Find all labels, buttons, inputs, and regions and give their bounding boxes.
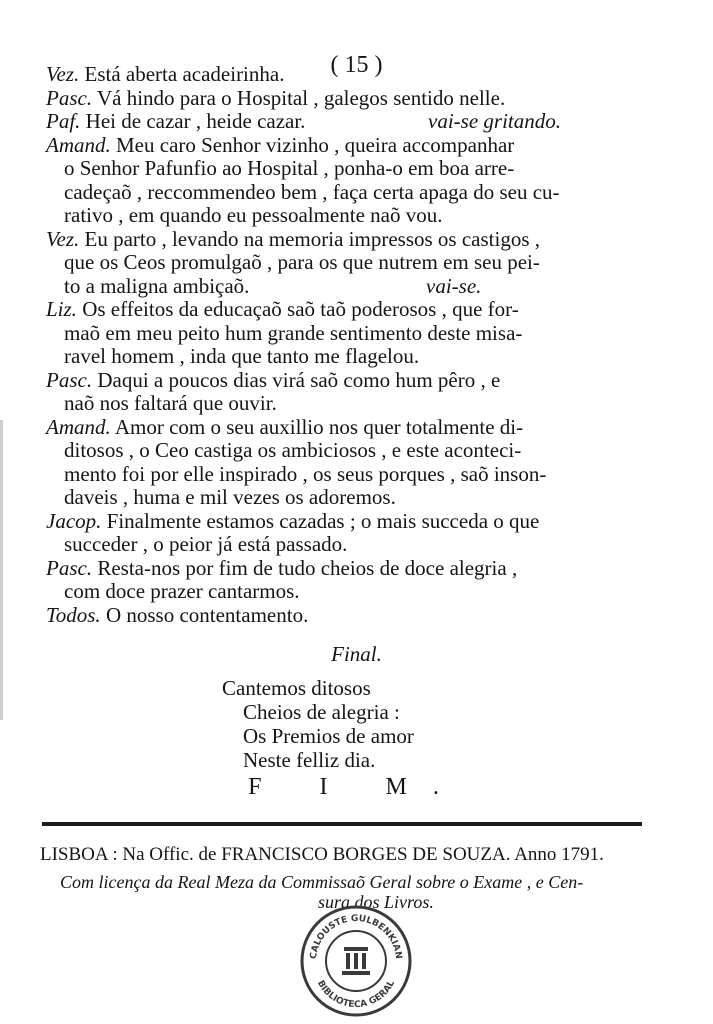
speaker-label: Paf. bbox=[46, 109, 81, 133]
speaker-label: Amand. bbox=[46, 132, 111, 157]
dialogue-text: que os Ceos promulgaõ , para os que nutrem em seu pei- bbox=[64, 250, 540, 274]
page-edge-shadow bbox=[0, 420, 3, 720]
verse-line-3: Os Premios de amor bbox=[243, 724, 414, 748]
imprint-printer: FRANCISCO BORGES DE SOUZA. bbox=[221, 844, 511, 865]
dialogue-text: to a maligna ambiçaõ. bbox=[64, 273, 250, 298]
dialogue-line bbox=[64, 344, 419, 368]
dialogue-line bbox=[64, 274, 249, 298]
dialogue-text: Resta-nos por fim de tudo cheios de doce alegria , bbox=[97, 555, 518, 580]
imprint-line bbox=[40, 844, 604, 866]
final-heading: Final. bbox=[331, 642, 382, 666]
dialogue-text: ditosos , o Ceo castiga os ambiciosos , e este aconteci- bbox=[64, 438, 522, 462]
imprint-city: LISBOA : bbox=[40, 844, 118, 865]
library-stamp-icon bbox=[298, 903, 414, 1019]
page-number: ( 15 ) bbox=[330, 52, 383, 78]
imprint-year: Anno 1791. bbox=[514, 844, 604, 865]
dialogue-line bbox=[64, 532, 347, 556]
speaker-label: Pasc. bbox=[46, 85, 93, 110]
dialogue-line bbox=[64, 180, 560, 204]
dialogue-text: maõ em meu peito hum grande sentimento deste misa- bbox=[64, 320, 523, 345]
dialogue-text: o Senhor Pafunfio ao Hospital , ponha-o em boa arre- bbox=[64, 156, 515, 180]
dialogue-line bbox=[64, 579, 300, 603]
verse-line-2: Cheios de alegria : bbox=[243, 700, 400, 724]
dialogue-text: rativo , em quando eu pessoalmente naõ vou. bbox=[64, 203, 443, 227]
imprint-office: Na Offic. de bbox=[122, 844, 217, 865]
dialogue-line bbox=[46, 109, 305, 133]
dialogue-text: Vá hindo para o Hospital , galegos sentido nelle. bbox=[96, 85, 506, 110]
speaker-label: Amand. bbox=[46, 414, 111, 439]
dialogue-text: ravel homem , inda que tanto me flagelou. bbox=[64, 344, 420, 368]
dialogue-line bbox=[46, 133, 514, 157]
speaker-label: Pasc. bbox=[46, 367, 93, 392]
dialogue-text: Hei de cazar , heide cazar. bbox=[85, 109, 306, 133]
dialogue-text: Finalmente estamos cazadas ; o mais succeda o que bbox=[106, 508, 540, 533]
dialogue-line bbox=[46, 415, 523, 439]
license-line-2: sura dos Livros. bbox=[318, 892, 434, 912]
dialogue-line bbox=[64, 391, 277, 415]
dialogue-text: Eu parto , levando na memoria impressos os castigos , bbox=[84, 226, 540, 251]
fim-label: F I M. bbox=[248, 774, 465, 800]
dialogue-line bbox=[46, 227, 540, 251]
dialogue-line bbox=[64, 485, 396, 509]
dialogue-line bbox=[46, 603, 308, 627]
dialogue-text: daveis , huma e mil vezes os adoremos. bbox=[64, 485, 396, 509]
dialogue-text: cadeçaõ , reccommendeo bem , faça certa apaga do seu cu- bbox=[64, 179, 560, 204]
dialogue-line bbox=[46, 62, 284, 86]
divider-rule bbox=[42, 822, 642, 826]
dialogue-text: Está aberta acadeirinha. bbox=[84, 62, 285, 86]
dialogue-text: O nosso contentamento. bbox=[105, 602, 309, 627]
dialogue-text: com doce prazer cantarmos. bbox=[64, 579, 300, 603]
license-line-1: Com licença da Real Meza da Commissaõ Geral sobre o Exame , e Cen- bbox=[60, 872, 584, 892]
stamp-ring-bottom: BIBLIOTECA GERAL bbox=[314, 978, 398, 1011]
dialogue-line bbox=[46, 509, 539, 533]
speaker-label: Vez. bbox=[46, 226, 80, 251]
dialogue-text: mento foi por elle inspirado , os seus porques , saõ inson- bbox=[64, 461, 547, 486]
dialogue-line bbox=[46, 86, 505, 110]
speaker-label: Vez. bbox=[46, 62, 80, 86]
verse-line-1: Cantemos ditosos bbox=[222, 676, 371, 700]
dialogue-line bbox=[64, 462, 546, 486]
dialogue-line bbox=[46, 556, 517, 580]
dialogue-line bbox=[46, 368, 500, 392]
dialogue-line bbox=[64, 203, 442, 227]
dialogue-text: Os effeitos da educaçaõ saõ taõ poderosos , que for- bbox=[82, 297, 519, 321]
verse-line-4: Neste felliz dia. bbox=[243, 748, 376, 772]
speaker-label: Liz. bbox=[46, 297, 77, 321]
speaker-label: Pasc. bbox=[46, 555, 93, 580]
stage-direction: vai-se gritando. bbox=[428, 109, 561, 133]
dialogue-text: Amor com o seu auxillio nos quer totalmente di- bbox=[114, 414, 524, 439]
speaker-label: Todos. bbox=[46, 602, 101, 627]
dialogue-line bbox=[46, 297, 519, 321]
dialogue-text: Meu caro Senhor vizinho , queira accompanhar bbox=[116, 132, 515, 157]
svg-text:CALOUSTE GULBENKIAN bbox=[309, 914, 403, 960]
dialogue-line bbox=[64, 250, 540, 274]
speaker-label: Jacop. bbox=[46, 508, 102, 533]
dialogue-text: naõ nos faltará que ouvir. bbox=[64, 391, 277, 415]
dialogue-text: succeder , o peior já está passado. bbox=[64, 532, 348, 556]
stage-direction: vai-se. bbox=[426, 273, 482, 298]
dialogue-line bbox=[64, 321, 522, 345]
dialogue-line bbox=[64, 156, 514, 180]
dialogue-text: Daqui a poucos dias virá saõ como hum pêro , e bbox=[97, 367, 501, 392]
stamp-ring-top: CALOUSTE GULBENKIAN bbox=[308, 913, 404, 960]
dialogue-line bbox=[64, 438, 521, 462]
